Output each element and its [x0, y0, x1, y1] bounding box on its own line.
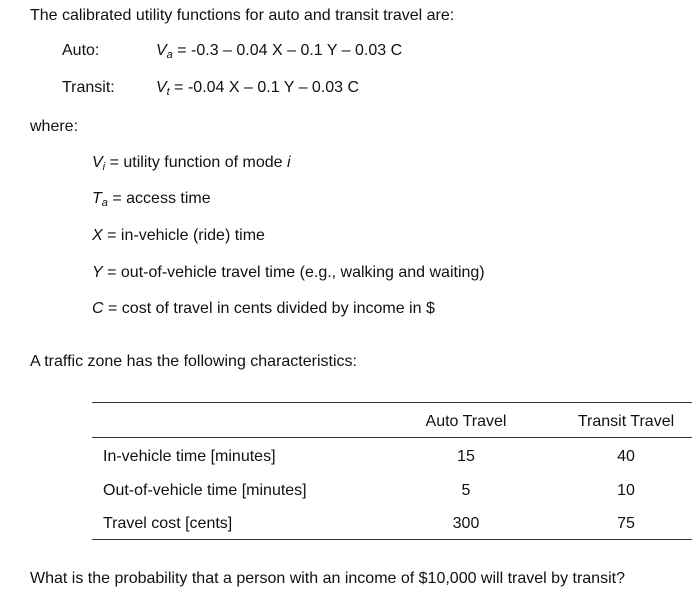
- question-text: What is the probability that a person with an income of $10,000 will travel by transit?: [30, 570, 625, 587]
- where-label: where:: [30, 118, 79, 135]
- table-cell-auto: 15: [457, 448, 475, 465]
- definition-ta: [92, 189, 211, 213]
- auto-eq-rhs: = -0.3 – 0.04 X – 0.1 Y – 0.03 C: [172, 42, 403, 59]
- table-row-label: Travel cost [cents]: [103, 515, 233, 532]
- definition-c: [92, 299, 435, 319]
- def-symbol: C: [92, 300, 104, 317]
- header-transit-travel: Transit Travel: [577, 413, 675, 430]
- def-text: = access time: [107, 190, 211, 207]
- table-bottom-rule: [92, 539, 692, 540]
- def-symbol: Y: [92, 264, 103, 281]
- table-row-label: Out-of-vehicle time [minutes]: [103, 482, 307, 499]
- header-auto-travel: Auto Travel: [425, 413, 507, 430]
- auto-eq-subscript: a: [166, 49, 173, 61]
- table-cell-auto: 5: [461, 482, 471, 499]
- transit-eq-symbol: V: [156, 79, 167, 96]
- def-subscript: i: [102, 161, 106, 173]
- definition-y: [92, 263, 485, 283]
- def-text: = in-vehicle (ride) time: [102, 227, 265, 244]
- intro-text: The calibrated utility functions for auto and transit travel are:: [30, 7, 455, 24]
- def-text: = cost of travel in cents divided by income in $: [103, 300, 435, 317]
- auto-label: Auto:: [62, 42, 100, 59]
- transit-eq-subscript: t: [166, 86, 170, 98]
- table-row-label: In-vehicle time [minutes]: [103, 448, 276, 465]
- def-symbol: T: [92, 190, 102, 207]
- def-symbol: V: [92, 154, 103, 171]
- def-tail: i: [287, 154, 291, 171]
- table-cell-auto: 300: [452, 515, 480, 532]
- table-cell-transit: 40: [617, 448, 635, 465]
- auto-eq-symbol: V: [156, 42, 167, 59]
- definition-vi: [92, 153, 291, 177]
- def-text: = utility function of mode: [105, 154, 287, 171]
- table-header-rule: [92, 437, 692, 438]
- zone-intro-text: A traffic zone has the following characteristics:: [30, 353, 357, 370]
- def-subscript: a: [101, 197, 108, 209]
- auto-equation: [156, 41, 402, 65]
- transit-equation: [156, 78, 359, 102]
- table-cell-transit: 10: [617, 482, 635, 499]
- def-text: = out-of-vehicle travel time (e.g., walking and waiting): [102, 264, 485, 281]
- table-top-rule: [92, 402, 692, 403]
- transit-label: Transit:: [62, 79, 115, 96]
- def-symbol: X: [92, 227, 103, 244]
- transit-eq-rhs: = -0.04 X – 0.1 Y – 0.03 C: [169, 79, 360, 96]
- definition-x: [92, 226, 265, 246]
- table-cell-transit: 75: [617, 515, 635, 532]
